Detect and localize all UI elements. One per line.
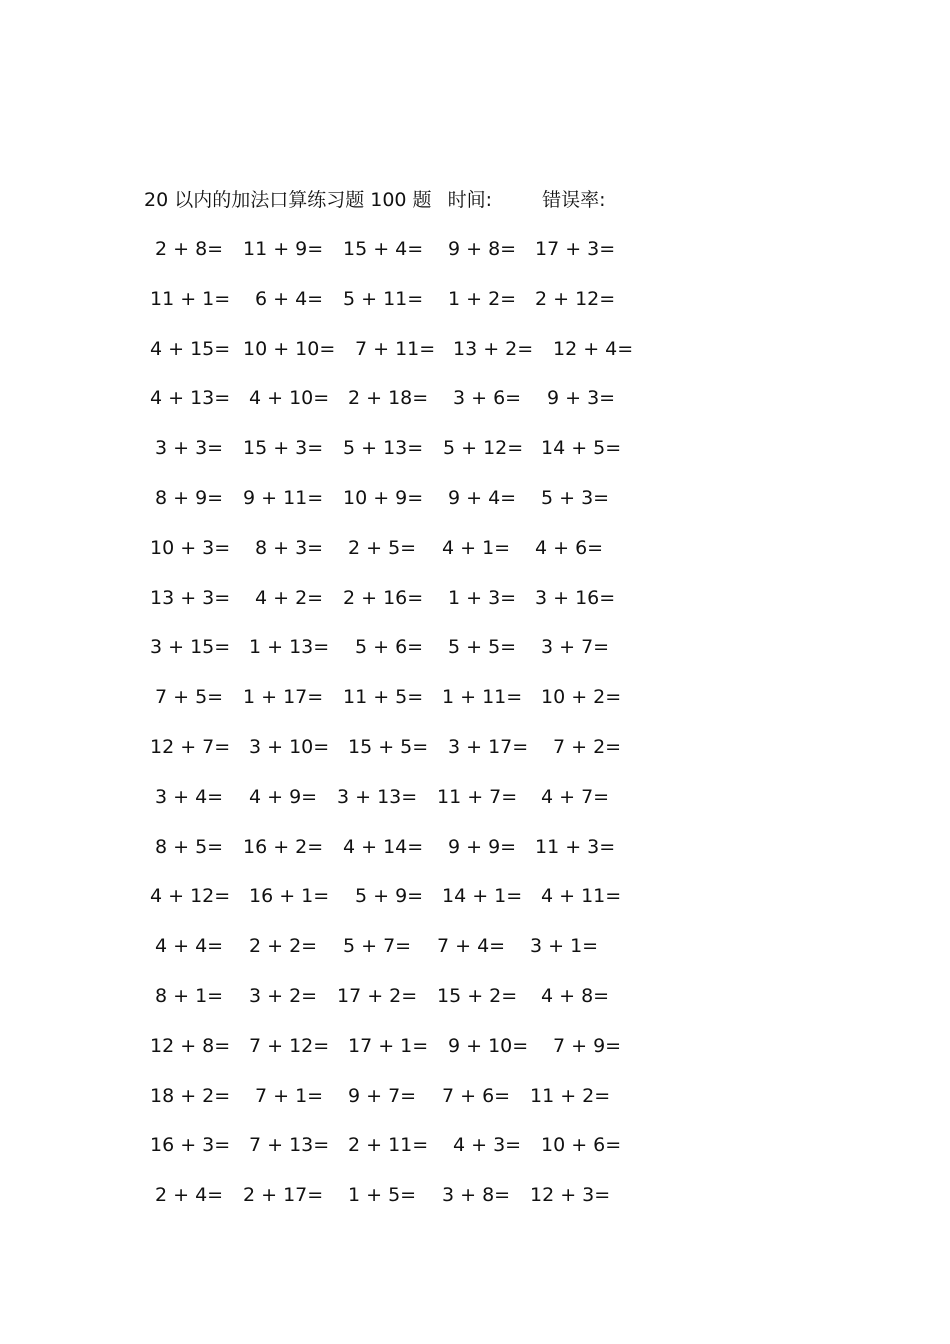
problem-r5-c1: 3 + 3= xyxy=(155,437,224,459)
problem-r1-c5: 17 + 3= xyxy=(535,238,616,260)
problem-r7-c5: 4 + 6= xyxy=(535,537,604,559)
problem-r9-c5: 3 + 7= xyxy=(541,636,610,658)
problem-r5-c2: 15 + 3= xyxy=(243,437,324,459)
problem-r3-c3: 7 + 11= xyxy=(355,338,436,360)
problem-r16-c5: 4 + 8= xyxy=(541,985,610,1007)
problem-r10-c3: 11 + 5= xyxy=(343,686,424,708)
problem-r7-c1: 10 + 3= xyxy=(150,537,231,559)
problem-r10-c1: 7 + 5= xyxy=(155,686,224,708)
problem-r9-c1: 3 + 15= xyxy=(150,636,231,658)
problem-r17-c1: 12 + 8= xyxy=(150,1035,231,1057)
problem-r8-c2: 4 + 2= xyxy=(255,587,324,609)
problem-r3-c2: 10 + 10= xyxy=(243,338,336,360)
problem-r4-c4: 3 + 6= xyxy=(453,387,522,409)
problem-r12-c4: 11 + 7= xyxy=(437,786,518,808)
problem-r14-c1: 4 + 12= xyxy=(150,885,231,907)
problem-r19-c2: 7 + 13= xyxy=(249,1134,330,1156)
problem-r7-c3: 2 + 5= xyxy=(348,537,417,559)
problem-r19-c3: 2 + 11= xyxy=(348,1134,429,1156)
problem-r16-c2: 3 + 2= xyxy=(249,985,318,1007)
problem-r10-c2: 1 + 17= xyxy=(243,686,324,708)
problem-r9-c2: 1 + 13= xyxy=(249,636,330,658)
problem-r1-c1: 2 + 8= xyxy=(155,238,224,260)
problem-r13-c5: 11 + 3= xyxy=(535,836,616,858)
problem-r17-c2: 7 + 12= xyxy=(249,1035,330,1057)
problem-r8-c4: 1 + 3= xyxy=(448,587,517,609)
problem-r6-c3: 10 + 9= xyxy=(343,487,424,509)
problem-r7-c4: 4 + 1= xyxy=(442,537,511,559)
problem-r15-c1: 4 + 4= xyxy=(155,935,224,957)
problem-r14-c3: 5 + 9= xyxy=(355,885,424,907)
problem-r3-c5: 12 + 4= xyxy=(553,338,634,360)
problem-r17-c5: 7 + 9= xyxy=(553,1035,622,1057)
problem-r6-c4: 9 + 4= xyxy=(448,487,517,509)
problem-r18-c4: 7 + 6= xyxy=(442,1085,511,1107)
problem-r6-c2: 9 + 11= xyxy=(243,487,324,509)
problem-r18-c1: 18 + 2= xyxy=(150,1085,231,1107)
problem-r16-c3: 17 + 2= xyxy=(337,985,418,1007)
problem-r13-c2: 16 + 2= xyxy=(243,836,324,858)
problem-r14-c5: 4 + 11= xyxy=(541,885,622,907)
problem-r11-c5: 7 + 2= xyxy=(553,736,622,758)
problem-r20-c1: 2 + 4= xyxy=(155,1184,224,1206)
time-label: 时间: xyxy=(447,189,493,211)
problem-r5-c5: 14 + 5= xyxy=(541,437,622,459)
problem-r15-c5: 3 + 1= xyxy=(530,935,599,957)
problem-r2-c1: 11 + 1= xyxy=(150,288,231,310)
problem-r5-c4: 5 + 12= xyxy=(443,437,524,459)
problem-r6-c5: 5 + 3= xyxy=(541,487,610,509)
problem-r13-c3: 4 + 14= xyxy=(343,836,424,858)
problem-r19-c4: 4 + 3= xyxy=(453,1134,522,1156)
problem-r16-c4: 15 + 2= xyxy=(437,985,518,1007)
problem-r14-c2: 16 + 1= xyxy=(249,885,330,907)
problem-r1-c4: 9 + 8= xyxy=(448,238,517,260)
problem-r12-c2: 4 + 9= xyxy=(249,786,318,808)
problem-r19-c1: 16 + 3= xyxy=(150,1134,231,1156)
problem-r3-c4: 13 + 2= xyxy=(453,338,534,360)
problem-r16-c1: 8 + 1= xyxy=(155,985,224,1007)
problem-r10-c5: 10 + 2= xyxy=(541,686,622,708)
problem-r10-c4: 1 + 11= xyxy=(442,686,523,708)
problem-r17-c4: 9 + 10= xyxy=(448,1035,529,1057)
problem-r4-c5: 9 + 3= xyxy=(547,387,616,409)
problem-r8-c5: 3 + 16= xyxy=(535,587,616,609)
problem-r4-c2: 4 + 10= xyxy=(249,387,330,409)
problem-r18-c2: 7 + 1= xyxy=(255,1085,324,1107)
problem-r20-c5: 12 + 3= xyxy=(530,1184,611,1206)
problem-r4-c3: 2 + 18= xyxy=(348,387,429,409)
problem-r15-c4: 7 + 4= xyxy=(437,935,506,957)
problem-r6-c1: 8 + 9= xyxy=(155,487,224,509)
problem-r12-c5: 4 + 7= xyxy=(541,786,610,808)
problem-r13-c4: 9 + 9= xyxy=(448,836,517,858)
problem-r18-c5: 11 + 2= xyxy=(530,1085,611,1107)
problem-r8-c3: 2 + 16= xyxy=(343,587,424,609)
problem-r11-c1: 12 + 7= xyxy=(150,736,231,758)
problem-r20-c2: 2 + 17= xyxy=(243,1184,324,1206)
problem-r2-c5: 2 + 12= xyxy=(535,288,616,310)
problem-r12-c3: 3 + 13= xyxy=(337,786,418,808)
problem-r12-c1: 3 + 4= xyxy=(155,786,224,808)
problem-r11-c2: 3 + 10= xyxy=(249,736,330,758)
problem-r3-c1: 4 + 15= xyxy=(150,338,231,360)
problem-r1-c3: 15 + 4= xyxy=(343,238,424,260)
problem-r11-c4: 3 + 17= xyxy=(448,736,529,758)
problem-r2-c3: 5 + 11= xyxy=(343,288,424,310)
problem-r9-c3: 5 + 6= xyxy=(355,636,424,658)
problem-r17-c3: 17 + 1= xyxy=(348,1035,429,1057)
problem-r18-c3: 9 + 7= xyxy=(348,1085,417,1107)
problem-r2-c2: 6 + 4= xyxy=(255,288,324,310)
problem-r20-c4: 3 + 8= xyxy=(442,1184,511,1206)
error-rate-label: 错误率: xyxy=(542,189,606,211)
problem-r1-c2: 11 + 9= xyxy=(243,238,324,260)
problem-r11-c3: 15 + 5= xyxy=(348,736,429,758)
problem-r2-c4: 1 + 2= xyxy=(448,288,517,310)
problem-r4-c1: 4 + 13= xyxy=(150,387,231,409)
problem-r7-c2: 8 + 3= xyxy=(255,537,324,559)
problem-r8-c1: 13 + 3= xyxy=(150,587,231,609)
problem-r14-c4: 14 + 1= xyxy=(442,885,523,907)
worksheet-title: 20 以内的加法口算练习题 100 题 xyxy=(144,189,432,211)
problem-r5-c3: 5 + 13= xyxy=(343,437,424,459)
problem-r20-c3: 1 + 5= xyxy=(348,1184,417,1206)
problem-r9-c4: 5 + 5= xyxy=(448,636,517,658)
problem-r15-c2: 2 + 2= xyxy=(249,935,318,957)
problem-r19-c5: 10 + 6= xyxy=(541,1134,622,1156)
problem-r13-c1: 8 + 5= xyxy=(155,836,224,858)
problem-r15-c3: 5 + 7= xyxy=(343,935,412,957)
